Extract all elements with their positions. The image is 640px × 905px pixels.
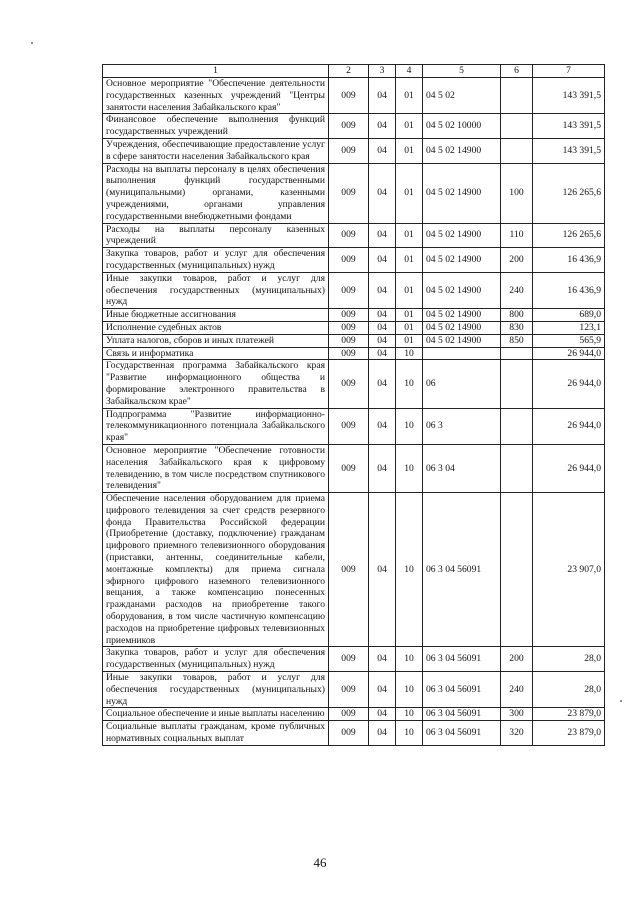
row-code-ministry: 009: [329, 309, 369, 322]
row-description: Учреждения, обеспечивающие предоставление услуг в сфере занятости населения Забайкальского края: [103, 138, 329, 163]
row-code-subsection: 01: [396, 309, 423, 322]
row-description: Государственная программа Забайкальского края "Развитие информационного общества и формирование электронного правительства в Забайкальском крае": [103, 360, 329, 408]
row-amount: 23 879,0: [533, 721, 605, 746]
row-code-target-article: 04 5 02 10000: [423, 114, 501, 139]
row-code-subsection: 10: [396, 444, 423, 492]
table-row: [103, 408, 605, 444]
row-amount: 23 907,0: [533, 493, 605, 647]
row-amount: 126 265,6: [533, 163, 605, 223]
table-row: [103, 708, 605, 721]
row-code-subsection: 01: [396, 223, 423, 248]
row-code-target-article: 04 5 02 14900: [423, 309, 501, 322]
row-code-subsection: 10: [396, 647, 423, 672]
row-description: Уплата налогов, сборов и иных платежей: [103, 334, 329, 347]
table-row: [103, 114, 605, 139]
row-amount: 26 944,0: [533, 444, 605, 492]
row-code-target-article: 04 5 02: [423, 78, 501, 114]
row-code-expense-type: 800: [501, 309, 533, 322]
table-row: [103, 360, 605, 408]
table-row: [103, 163, 605, 223]
row-code-target-article: 06 3 04: [423, 444, 501, 492]
row-code-expense-type: 830: [501, 321, 533, 334]
row-code-section: 04: [369, 309, 396, 322]
row-code-expense-type: [501, 360, 533, 408]
row-code-target-article: 06 3: [423, 408, 501, 444]
column-header-4: 4: [396, 65, 423, 78]
row-code-expense-type: [501, 408, 533, 444]
row-code-target-article: 06: [423, 360, 501, 408]
row-code-target-article: [423, 347, 501, 360]
table-row: [103, 223, 605, 248]
scan-speck: [620, 700, 622, 702]
row-code-section: 04: [369, 672, 396, 708]
row-code-ministry: 009: [329, 248, 369, 273]
row-code-section: 04: [369, 493, 396, 647]
row-code-section: 04: [369, 223, 396, 248]
row-code-subsection: 01: [396, 114, 423, 139]
row-code-expense-type: 200: [501, 248, 533, 273]
row-code-expense-type: [501, 347, 533, 360]
column-header-6: 6: [501, 65, 533, 78]
row-code-ministry: 009: [329, 114, 369, 139]
row-code-section: 04: [369, 334, 396, 347]
row-code-target-article: 06 3 04 56091: [423, 721, 501, 746]
table-row: [103, 493, 605, 647]
table-row: [103, 672, 605, 708]
column-header-3: 3: [369, 65, 396, 78]
row-code-section: 04: [369, 248, 396, 273]
row-code-section: 04: [369, 114, 396, 139]
column-header-1: 1: [103, 65, 329, 78]
row-amount: 28,0: [533, 672, 605, 708]
row-code-ministry: 009: [329, 493, 369, 647]
row-code-expense-type: 100: [501, 163, 533, 223]
row-description: Основное мероприятие "Обеспечение готовности населения Забайкальского края к цифровому телевидению, в том числе посредством спутникового телевидения": [103, 444, 329, 492]
row-code-subsection: 10: [396, 360, 423, 408]
row-amount: 26 944,0: [533, 408, 605, 444]
row-code-subsection: 01: [396, 334, 423, 347]
row-code-ministry: 009: [329, 647, 369, 672]
row-code-ministry: 009: [329, 347, 369, 360]
row-description: Закупка товаров, работ и услуг для обеспечения государственных (муниципальных) нужд: [103, 248, 329, 273]
row-code-ministry: 009: [329, 444, 369, 492]
row-code-target-article: 04 5 02 14900: [423, 138, 501, 163]
row-amount: 28,0: [533, 647, 605, 672]
row-description: Обеспечение населения оборудованием для приема цифрового телевидения за счет средств резервного фонда Правительства Российской федерации (Приобретение (доставку, подключение) гражданам цифрового приемного телевизионного оборудования (приставки, антенны, соединительные кабели, монтажные комплекты) для приема сигнала эфирного цифрового наземного телевизионного вещания, а также компенсацию понесенных гражданами расходов на приобретение такого оборудования, в том числе частичную компенсацию расходов на приобретение цифровых телевизионных приемников: [103, 493, 329, 647]
row-description: Закупка товаров, работ и услуг для обеспечения государственных (муниципальных) нужд: [103, 647, 329, 672]
row-amount: 16 436,9: [533, 272, 605, 308]
table-row: [103, 444, 605, 492]
row-amount: 143 391,5: [533, 138, 605, 163]
row-code-section: 04: [369, 360, 396, 408]
column-header-5: 5: [423, 65, 501, 78]
row-code-subsection: 01: [396, 272, 423, 308]
row-description: Расходы на выплаты персоналу в целях обеспечения выполнения функций государственными (муниципальными) органами, казенными учреждениями, органами управления государственными внебюджетными фондами: [103, 163, 329, 223]
table-row: [103, 78, 605, 114]
row-code-ministry: 009: [329, 321, 369, 334]
row-code-subsection: 01: [396, 321, 423, 334]
row-code-ministry: 009: [329, 163, 369, 223]
row-code-subsection: 01: [396, 138, 423, 163]
row-code-expense-type: [501, 138, 533, 163]
row-amount: 689,0: [533, 309, 605, 322]
row-code-expense-type: 200: [501, 647, 533, 672]
row-code-target-article: 04 5 02 14900: [423, 223, 501, 248]
row-code-expense-type: [501, 78, 533, 114]
row-code-target-article: 04 5 02 14900: [423, 272, 501, 308]
row-code-section: 04: [369, 272, 396, 308]
page-number: 46: [313, 855, 327, 870]
row-code-ministry: 009: [329, 708, 369, 721]
row-description: Иные закупки товаров, работ и услуг для обеспечения государственных (муниципальных) нужд: [103, 672, 329, 708]
row-code-section: 04: [369, 78, 396, 114]
row-code-section: 04: [369, 444, 396, 492]
row-description: Основное мероприятие "Обеспечение деятельности государственных казенных учреждений "Центры занятости населения Забайкальского края": [103, 78, 329, 114]
row-code-subsection: 01: [396, 78, 423, 114]
row-description: Социальные выплаты гражданам, кроме публичных нормативных социальных выплат: [103, 721, 329, 746]
table-row: [103, 309, 605, 322]
row-code-expense-type: [501, 444, 533, 492]
row-code-subsection: 10: [396, 721, 423, 746]
row-code-section: 04: [369, 708, 396, 721]
table-body: [103, 78, 605, 746]
row-code-subsection: 01: [396, 248, 423, 273]
row-code-target-article: 04 5 02 14900: [423, 163, 501, 223]
scan-speck: [31, 42, 33, 44]
row-amount: 26 944,0: [533, 347, 605, 360]
row-code-target-article: 04 5 02 14900: [423, 248, 501, 273]
row-amount: 126 265,6: [533, 223, 605, 248]
row-amount: 23 879,0: [533, 708, 605, 721]
row-code-ministry: 009: [329, 408, 369, 444]
row-description: Финансовое обеспечение выполнения функций государственных учреждений: [103, 114, 329, 139]
row-amount: 26 944,0: [533, 360, 605, 408]
table-row: [103, 321, 605, 334]
row-amount: 565,9: [533, 334, 605, 347]
row-code-expense-type: 320: [501, 721, 533, 746]
row-code-section: 04: [369, 347, 396, 360]
row-code-section: 04: [369, 163, 396, 223]
row-code-subsection: 10: [396, 347, 423, 360]
row-code-subsection: 10: [396, 493, 423, 647]
row-code-expense-type: [501, 114, 533, 139]
table-row: [103, 138, 605, 163]
row-amount: 123,1: [533, 321, 605, 334]
row-code-ministry: 009: [329, 223, 369, 248]
row-code-expense-type: 240: [501, 672, 533, 708]
row-code-target-article: 04 5 02 14900: [423, 334, 501, 347]
row-code-target-article: 06 3 04 56091: [423, 708, 501, 721]
table-row: [103, 647, 605, 672]
row-description: Иные бюджетные ассигнования: [103, 309, 329, 322]
row-amount: 143 391,5: [533, 78, 605, 114]
table-header-row: [103, 65, 605, 78]
row-description: Расходы на выплаты персоналу казенных учреждений: [103, 223, 329, 248]
row-code-ministry: 009: [329, 721, 369, 746]
row-description: Подпрограмма "Развитие информационно-телекоммуникационного потенциала Забайкальского края": [103, 408, 329, 444]
column-header-2: 2: [329, 65, 369, 78]
row-code-ministry: 009: [329, 334, 369, 347]
row-code-ministry: 009: [329, 272, 369, 308]
row-code-ministry: 009: [329, 672, 369, 708]
row-code-ministry: 009: [329, 138, 369, 163]
row-code-section: 04: [369, 647, 396, 672]
row-code-subsection: 10: [396, 672, 423, 708]
row-code-subsection: 10: [396, 708, 423, 721]
table-row: [103, 272, 605, 308]
table-row: [103, 721, 605, 746]
row-code-subsection: 01: [396, 163, 423, 223]
row-code-ministry: 009: [329, 360, 369, 408]
row-code-expense-type: 110: [501, 223, 533, 248]
row-amount: 143 391,5: [533, 114, 605, 139]
row-description: Социальное обеспечение и иные выплаты населению: [103, 708, 329, 721]
row-description: Иные закупки товаров, работ и услуг для обеспечения государственных (муниципальных) нужд: [103, 272, 329, 308]
budget-table: [102, 64, 605, 746]
row-code-section: 04: [369, 138, 396, 163]
table-row: [103, 334, 605, 347]
row-code-subsection: 10: [396, 408, 423, 444]
row-code-section: 04: [369, 721, 396, 746]
row-description: Связь и информатика: [103, 347, 329, 360]
row-code-target-article: 06 3 04 56091: [423, 672, 501, 708]
table-row: [103, 248, 605, 273]
row-description: Исполнение судебных актов: [103, 321, 329, 334]
table-row: [103, 347, 605, 360]
row-code-target-article: 06 3 04 56091: [423, 647, 501, 672]
column-header-7: 7: [533, 65, 605, 78]
row-code-expense-type: 240: [501, 272, 533, 308]
row-code-expense-type: [501, 493, 533, 647]
row-code-expense-type: 300: [501, 708, 533, 721]
row-code-section: 04: [369, 321, 396, 334]
row-code-ministry: 009: [329, 78, 369, 114]
row-code-target-article: 06 3 04 56091: [423, 493, 501, 647]
row-code-target-article: 04 5 02 14900: [423, 321, 501, 334]
row-code-expense-type: 850: [501, 334, 533, 347]
row-code-section: 04: [369, 408, 396, 444]
row-amount: 16 436,9: [533, 248, 605, 273]
